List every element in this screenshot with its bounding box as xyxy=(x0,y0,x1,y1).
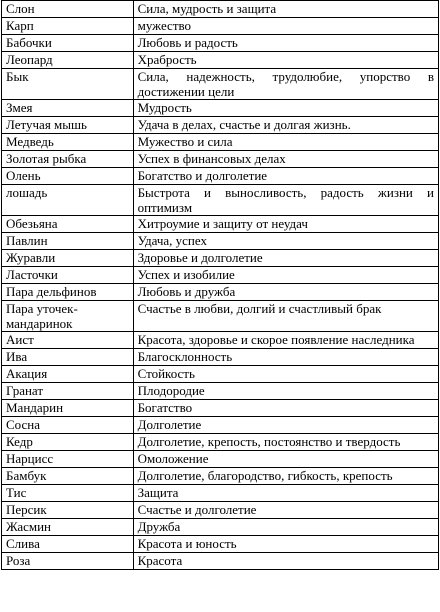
symbol-name-cell: Тис xyxy=(2,485,134,502)
table-row xyxy=(2,417,439,434)
symbol-name-cell: Медведь xyxy=(2,134,134,151)
symbol-meaning-cell: Успех и изобилие xyxy=(133,267,438,284)
symbol-meaning-cell: Мудрость xyxy=(133,100,438,117)
symbol-name-cell: Пара дельфинов xyxy=(2,284,134,301)
table-row xyxy=(2,117,439,134)
symbol-meaning-cell: Красота, здоровье и скорое появление наследника xyxy=(133,332,438,349)
symbol-name-cell: Журавли xyxy=(2,250,134,267)
table-row xyxy=(2,52,439,69)
symbol-name-cell: Слива xyxy=(2,536,134,553)
symbol-meaning-cell: Счастье в любви, долгий и счастливый брак xyxy=(133,301,438,332)
symbol-name-cell: Ласточки xyxy=(2,267,134,284)
symbol-name-cell: Павлин xyxy=(2,233,134,250)
table-row xyxy=(2,185,439,216)
symbol-meaning-cell: Быстрота и выносливость, радость жизни и оптимизм xyxy=(133,185,438,216)
symbol-name-cell: Кедр xyxy=(2,434,134,451)
symbol-meaning-cell: Плодородие xyxy=(133,383,438,400)
table-row xyxy=(2,349,439,366)
table-row xyxy=(2,35,439,52)
symbol-meaning-cell: Дружба xyxy=(133,519,438,536)
symbol-meaning-cell: Хитроумие и защиту от неудач xyxy=(133,216,438,233)
symbol-name-cell: Бабочки xyxy=(2,35,134,52)
table-row xyxy=(2,151,439,168)
table-row xyxy=(2,18,439,35)
symbol-name-cell: Бык xyxy=(2,69,134,100)
table-row xyxy=(2,250,439,267)
table-row xyxy=(2,502,439,519)
symbol-meaning-cell: Счастье и долголетие xyxy=(133,502,438,519)
symbol-name-cell: Сосна xyxy=(2,417,134,434)
table-row xyxy=(2,400,439,417)
symbol-name-cell: Обезьяна xyxy=(2,216,134,233)
table-row xyxy=(2,284,439,301)
symbols-table xyxy=(1,0,439,570)
symbol-meaning-cell: Долголетие xyxy=(133,417,438,434)
symbol-meaning-cell: Любовь и дружба xyxy=(133,284,438,301)
symbol-meaning-cell: Храбрость xyxy=(133,52,438,69)
table-row xyxy=(2,216,439,233)
table-row xyxy=(2,451,439,468)
symbol-meaning-cell: Богатство xyxy=(133,400,438,417)
symbol-meaning-cell: Красота xyxy=(133,553,438,570)
table-row xyxy=(2,434,439,451)
symbol-name-cell: Бамбук xyxy=(2,468,134,485)
symbol-name-cell: Акация xyxy=(2,366,134,383)
symbol-name-cell: Мандарин xyxy=(2,400,134,417)
symbol-meaning-cell: Любовь и радость xyxy=(133,35,438,52)
symbol-meaning-cell: Мужество и сила xyxy=(133,134,438,151)
symbol-meaning-cell: Стойкость xyxy=(133,366,438,383)
symbol-meaning-cell: Долголетие, крепость, постоянство и твердость xyxy=(133,434,438,451)
table-row xyxy=(2,485,439,502)
symbol-meaning-cell: Сила, мудрость и защита xyxy=(133,1,438,18)
symbol-meaning-cell: Омоложение xyxy=(133,451,438,468)
symbol-meaning-cell: Красота и юность xyxy=(133,536,438,553)
symbol-name-cell: Персик xyxy=(2,502,134,519)
symbol-meaning-cell: Удача в делах, счастье и долгая жизнь. xyxy=(133,117,438,134)
table-row xyxy=(2,553,439,570)
symbol-name-cell: Жасмин xyxy=(2,519,134,536)
symbol-name-cell: Леопард xyxy=(2,52,134,69)
symbols-table-body xyxy=(2,1,439,570)
table-row xyxy=(2,168,439,185)
symbol-meaning-cell: Благосклонность xyxy=(133,349,438,366)
table-row xyxy=(2,332,439,349)
table-row xyxy=(2,366,439,383)
symbol-name-cell: Карп xyxy=(2,18,134,35)
symbol-meaning-cell: мужество xyxy=(133,18,438,35)
table-row xyxy=(2,267,439,284)
symbol-meaning-cell: Успех в финансовых делах xyxy=(133,151,438,168)
symbol-meaning-cell: Здоровье и долголетие xyxy=(133,250,438,267)
symbol-meaning-cell: Защита xyxy=(133,485,438,502)
symbol-name-cell: Аист xyxy=(2,332,134,349)
table-row xyxy=(2,468,439,485)
symbol-meaning-cell: Сила, надежность, трудолюбие, упорство в достижении цели xyxy=(133,69,438,100)
symbol-meaning-cell: Долголетие, благородство, гибкость, крепость xyxy=(133,468,438,485)
table-row xyxy=(2,536,439,553)
symbol-name-cell: Змея xyxy=(2,100,134,117)
table-row xyxy=(2,134,439,151)
symbol-name-cell: Олень xyxy=(2,168,134,185)
symbol-name-cell: Гранат xyxy=(2,383,134,400)
symbol-name-cell: Роза xyxy=(2,553,134,570)
table-row xyxy=(2,1,439,18)
table-row xyxy=(2,233,439,250)
symbol-meaning-cell: Удача, успех xyxy=(133,233,438,250)
symbol-name-cell: Нарцисс xyxy=(2,451,134,468)
symbol-name-cell: Золотая рыбка xyxy=(2,151,134,168)
symbol-name-cell: лошадь xyxy=(2,185,134,216)
table-row xyxy=(2,519,439,536)
symbol-name-cell: Слон xyxy=(2,1,134,18)
table-row xyxy=(2,100,439,117)
symbol-name-cell: Пара уточек-мандаринок xyxy=(2,301,134,332)
symbol-name-cell: Ива xyxy=(2,349,134,366)
symbol-meaning-cell: Богатство и долголетие xyxy=(133,168,438,185)
table-row xyxy=(2,301,439,332)
table-row xyxy=(2,383,439,400)
symbol-name-cell: Летучая мышь xyxy=(2,117,134,134)
table-row xyxy=(2,69,439,100)
